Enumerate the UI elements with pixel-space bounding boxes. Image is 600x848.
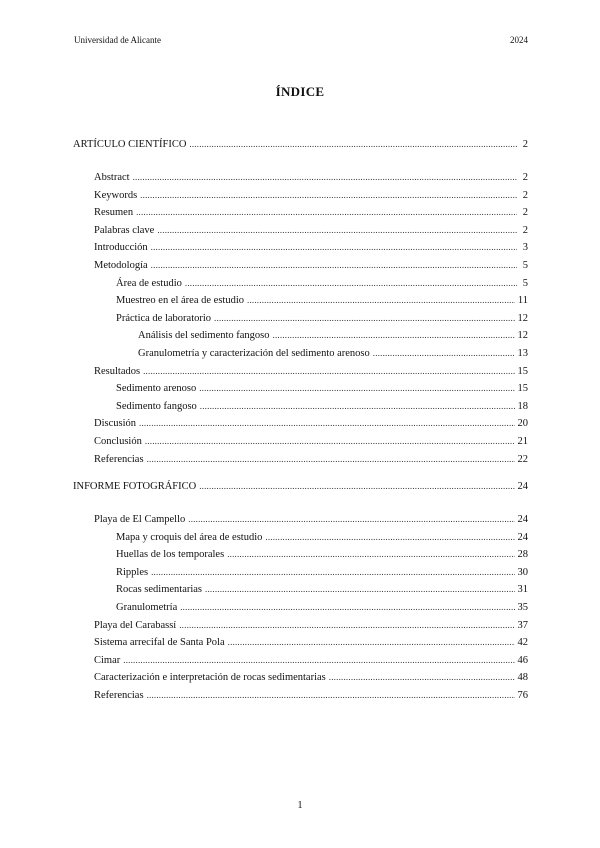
- toc-subentry[interactable]: [116, 382, 528, 395]
- dot-leader: [188, 513, 514, 526]
- toc-subentry[interactable]: [116, 566, 528, 579]
- dot-leader: [214, 312, 514, 325]
- toc-entry-label: Abstract: [94, 172, 130, 183]
- toc-entry-page: 2: [522, 207, 528, 219]
- dot-leader: [151, 241, 517, 254]
- toc-entry-page: 46: [517, 654, 528, 666]
- dot-leader: [143, 365, 514, 378]
- toc-entry-page: 30: [517, 566, 528, 578]
- toc-entry-page: 2: [522, 172, 528, 183]
- dot-leader: [136, 206, 517, 219]
- toc-entry-page: 18: [517, 400, 528, 412]
- dot-leader: [205, 583, 514, 596]
- toc-entry-label: Caracterización e interpretación de rocas sedimentarias: [94, 672, 326, 684]
- toc-entry-label: Introducción: [94, 242, 148, 254]
- toc-entry-label: Discusión: [94, 418, 136, 430]
- toc-entry[interactable]: [94, 513, 528, 526]
- dot-leader: [140, 189, 517, 202]
- dot-leader: [189, 138, 517, 151]
- toc-entry-page: 24: [517, 481, 528, 492]
- toc-entry-label: Área de estudio: [116, 277, 182, 289]
- toc-entry[interactable]: [94, 654, 528, 667]
- toc-subentry[interactable]: [116, 583, 528, 596]
- toc-subsubentry[interactable]: [138, 347, 528, 360]
- toc-entry-page: 37: [517, 619, 528, 631]
- toc-subentry[interactable]: [116, 294, 528, 307]
- toc-entry-label: Rocas sedimentarias: [116, 584, 203, 596]
- toc-entry-page: 5: [522, 260, 528, 271]
- toc-entry-label: Sistema arrecifal de Santa Pola: [94, 637, 225, 649]
- dot-leader: [145, 435, 515, 448]
- toc-entry-page: 76: [517, 690, 528, 701]
- toc-entry-page: 2: [522, 224, 528, 236]
- toc-section-2[interactable]: [73, 480, 528, 493]
- toc-entry-page: 28: [517, 549, 528, 561]
- toc-entry[interactable]: [94, 435, 528, 448]
- toc-entry-label: Playa de El Campello: [94, 514, 186, 525]
- toc-entry-page: 2: [522, 139, 528, 150]
- toc-entry[interactable]: [94, 171, 528, 184]
- toc-entry-label: Sedimento fangoso: [116, 400, 197, 412]
- dot-leader: [273, 329, 515, 342]
- toc-entry-label: Mapa y croquis del área de estudio: [116, 531, 263, 543]
- page-title: ÍNDICE: [275, 84, 325, 99]
- toc-entry-page: 42: [517, 637, 528, 649]
- dot-leader: [133, 171, 517, 184]
- toc-subentry[interactable]: [116, 312, 528, 325]
- toc-entry-label: Huellas de los temporales: [116, 549, 225, 561]
- dot-leader: [199, 480, 514, 493]
- toc-entry-page: 24: [517, 531, 528, 543]
- toc-entry-label: Análisis del sedimento fangoso: [138, 330, 270, 342]
- dot-leader: [228, 636, 515, 649]
- toc-entry-label: Metodología: [94, 260, 148, 271]
- toc-entry[interactable]: [94, 671, 528, 684]
- toc-entry-page: 2: [522, 189, 528, 201]
- dot-leader: [329, 671, 515, 684]
- toc-entry-label: Sedimento arenoso: [116, 383, 197, 395]
- toc-entry[interactable]: [94, 259, 528, 272]
- toc-entry-label: Ripples: [116, 566, 149, 578]
- dot-leader: [265, 531, 514, 544]
- page-number: 1: [297, 800, 303, 811]
- toc-section-1[interactable]: [73, 138, 528, 151]
- toc-entry-label: Práctica de laboratorio: [116, 312, 212, 324]
- toc-entry-label: Keywords: [94, 189, 138, 201]
- toc-entry-page: 21: [517, 436, 528, 447]
- toc-entry-label: Cimar: [94, 654, 121, 666]
- header-year: 2024: [510, 35, 528, 45]
- dot-leader: [227, 548, 514, 561]
- toc-entry-label: Playa del Carabassí: [94, 619, 177, 631]
- toc-entry[interactable]: [94, 241, 528, 254]
- toc-entry[interactable]: [94, 189, 528, 202]
- toc-entry[interactable]: [94, 365, 528, 378]
- toc-entry[interactable]: [94, 636, 528, 649]
- toc-entry[interactable]: [94, 224, 528, 237]
- dot-leader: [151, 259, 517, 272]
- toc-entry-label: Conclusión: [94, 436, 142, 447]
- toc-entry-label: Granulometría: [116, 602, 178, 613]
- toc-entry-page: 48: [517, 672, 528, 684]
- toc-subentry[interactable]: [116, 400, 528, 413]
- toc-entry-label: Granulometría y caracterización del sedimento arenoso: [138, 348, 370, 359]
- toc-entry-label: Palabras clave: [94, 224, 155, 236]
- toc-entry-page: 31: [517, 584, 528, 596]
- toc-entry-label: Referencias: [94, 690, 144, 701]
- dot-leader: [200, 400, 515, 413]
- toc-entry[interactable]: [94, 619, 528, 632]
- dot-leader: [180, 601, 514, 614]
- dot-leader: [247, 294, 515, 307]
- dot-leader: [123, 654, 514, 667]
- toc-entry-page: 24: [517, 514, 528, 525]
- dot-leader: [147, 689, 515, 702]
- toc-subsubentry[interactable]: [138, 329, 528, 342]
- dot-leader: [147, 453, 515, 466]
- toc-entry-page: 35: [517, 602, 528, 613]
- toc-entry[interactable]: [94, 206, 528, 219]
- toc-entry[interactable]: [94, 417, 528, 430]
- dot-leader: [199, 382, 514, 395]
- toc-subentry[interactable]: [116, 601, 528, 614]
- toc-subentry[interactable]: [116, 277, 528, 290]
- toc-subentry[interactable]: [116, 531, 528, 544]
- dot-leader: [139, 417, 515, 430]
- dot-leader: [373, 347, 515, 360]
- toc-entry-page: 11: [517, 295, 528, 307]
- toc-entry-page: 5: [522, 277, 528, 289]
- toc-entry-label: INFORME FOTOGRÁFICO: [73, 481, 197, 492]
- header-institution: Universidad de Alicante: [74, 35, 161, 45]
- toc-entry[interactable]: [94, 453, 528, 466]
- toc-subentry[interactable]: [116, 548, 528, 561]
- dot-leader: [185, 277, 517, 290]
- toc-entry-label: Muestreo en el área de estudio: [116, 295, 244, 307]
- dot-leader: [151, 566, 514, 579]
- toc-entry-label: Resultados: [94, 365, 141, 377]
- toc-entry-page: 12: [517, 330, 528, 342]
- toc-entry-label: Referencias: [94, 453, 144, 465]
- toc-entry-page: 3: [522, 242, 528, 254]
- toc-entry-page: 20: [517, 418, 528, 430]
- toc-entry-page: 13: [517, 348, 528, 359]
- toc-entry-page: 12: [517, 312, 528, 324]
- toc-entry-label: Resumen: [94, 207, 134, 219]
- dot-leader: [157, 224, 517, 237]
- toc-entry-page: 15: [517, 383, 528, 395]
- toc-entry-label: ARTÍCULO CIENTÍFICO: [73, 139, 187, 150]
- toc-entry-page: 15: [517, 365, 528, 377]
- toc-entry-page: 22: [517, 453, 528, 465]
- toc-entry[interactable]: [94, 689, 528, 702]
- dot-leader: [179, 619, 514, 632]
